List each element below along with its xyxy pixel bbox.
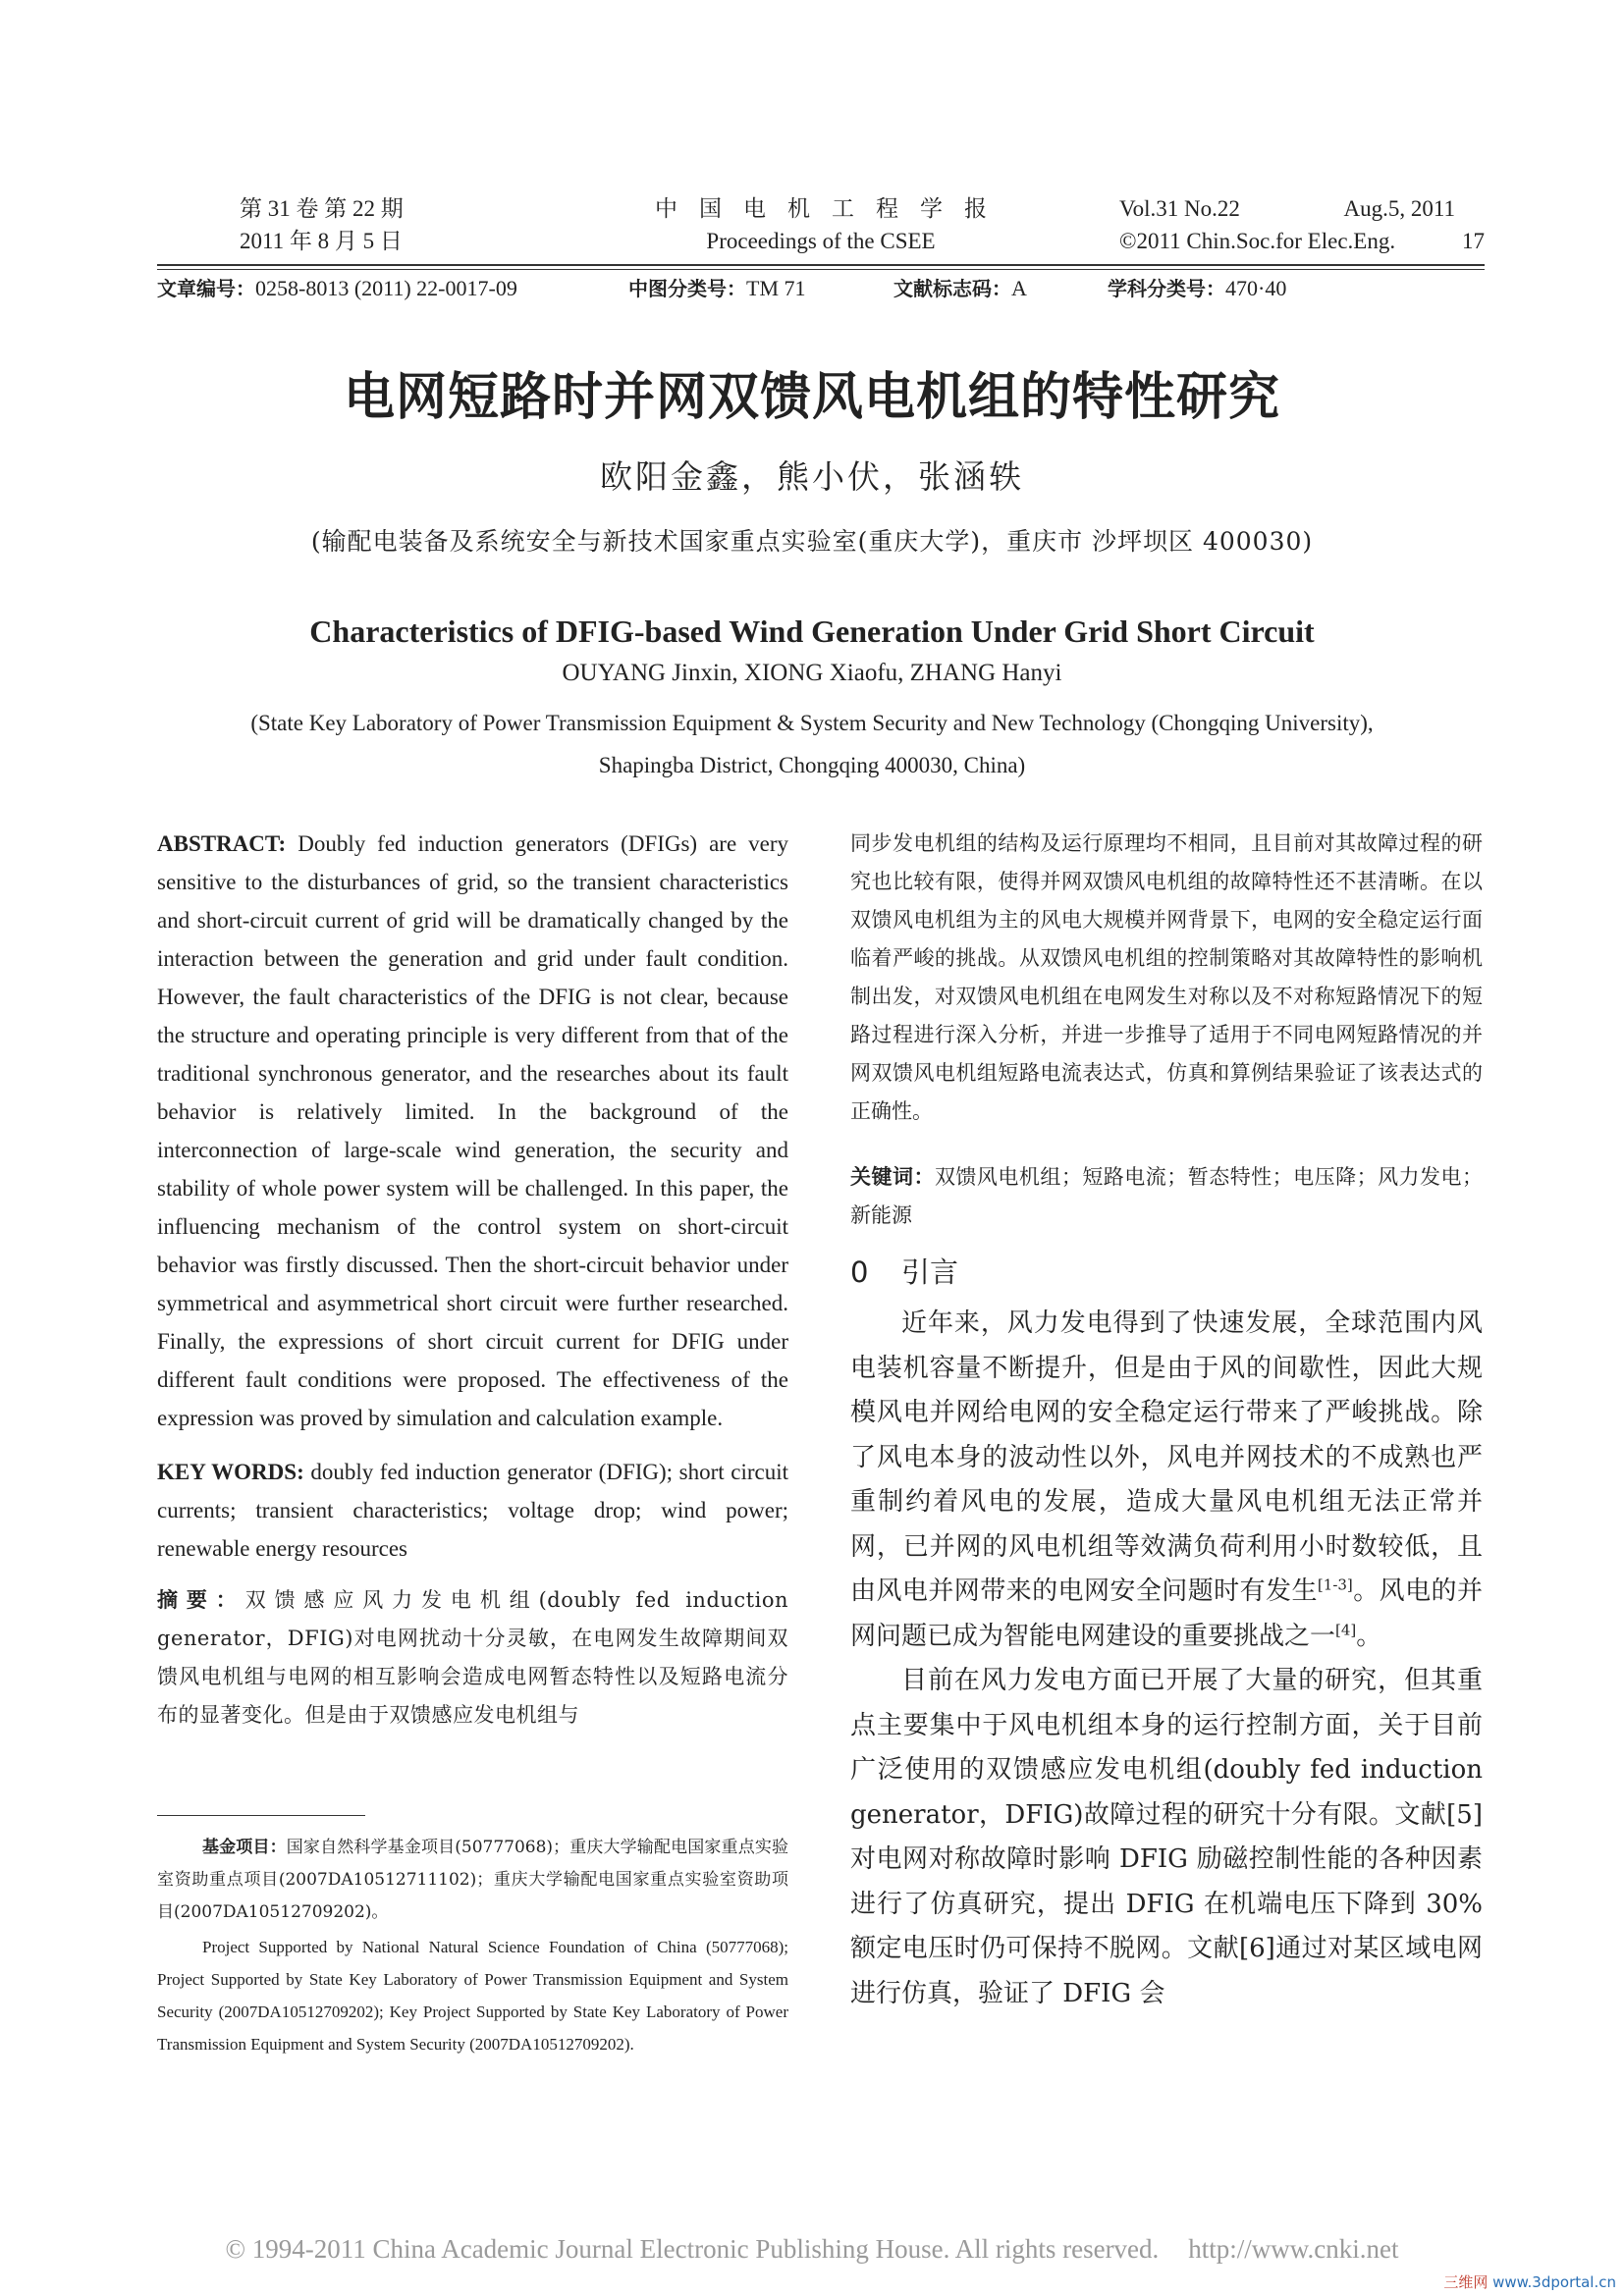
right-column	[850, 825, 1483, 2016]
clc-label: 中图分类号：	[628, 277, 746, 300]
intro-p1-mid: 。风电的并网问题已成为智能电网建设的重要挑战之一	[850, 1576, 1483, 1651]
abstract-en-text: Doubly fed induction generators (DFIGs) are very sensitive to the disturbances of grid, so the transient characteristics and short-circuit current of grid will be dramatically changed by the interaction between the generation and grid under fault condition. However, the fault characteristics of the DFIG is not clear, because the structure and operating principle is very different from that of the traditional synchronous generator, and the researches about its fault behavior is relatively limited. In the background of the interconnection of large-scale wind generation, the security and stability of whole power system will be challenged. In this paper, the influencing mechanism of the control system on short-circuit behavior was firstly discussed. Then the short-circuit behavior under symmetrical and asymmetrical short circuit were further researched. Finally, the expressions of short circuit current for DFIG under different fault conditions were proposed. The effectiveness of the expression was proved by simulation and calculation example.	[157, 831, 788, 1430]
doc-code-label: 文献标志码：	[893, 277, 1011, 300]
abstract-en-label: ABSTRACT:	[157, 831, 287, 856]
volume-issue-en: Vol.31 No.22	[1119, 196, 1240, 221]
page-number: 17	[1462, 229, 1485, 253]
title-en: Characteristics of DFIG-based Wind Generation Under Grid Short Circuit	[309, 614, 1315, 649]
affiliation-en-line1: (State Key Laboratory of Power Transmission Equipment & System Security and New Technology (Chongqing University),	[250, 711, 1374, 735]
intro-paragraph-2: 目前在风力发电方面已开展了大量的研究，但其重点主要集中于风电机组本身的运行控制方面，关于目前广泛使用的双馈感应发电机组(doubly fed induction generator，DFIG)故障过程的研究十分有限。文献[5]对电网对称故障时影响 DFIG 励磁控制性能的各种因素进行了仿真研究，提出 DFIG 在机端电压下降到 30%额定电压时仍可保持不脱网。文献[6]通过对某区域电网进行仿真，验证了 DFIG 会	[850, 1666, 1483, 2008]
abstract-en	[157, 825, 788, 1437]
volume-issue-cn: 第 31 卷 第 22 期	[240, 196, 404, 221]
watermark-url: www.3dportal.cn	[1492, 2273, 1616, 2291]
date-cn: 2011 年 8 月 5 日	[240, 229, 403, 253]
keywords-en-label: KEY WORDS:	[157, 1460, 304, 1484]
watermark	[1443, 2271, 1616, 2292]
keywords-cn	[850, 1158, 1483, 1235]
section-title: 引言	[901, 1255, 959, 1289]
clc-number: TM 71	[746, 276, 806, 300]
journal-name-en: Proceedings of the CSEE	[706, 229, 936, 253]
journal-header	[157, 192, 1485, 263]
journal-name-cn: 中国电机工程学报	[655, 196, 1008, 221]
abstract-cn-text-right: 同步发电机组的结构及运行原理均不相同，且目前对其故障过程的研究也比较有限，使得并网双馈风电机组的故障特性还不甚清晰。在以双馈风电机组为主的风电大规模并网背景下，电网的安全稳定运行面临着严峻的挑战。从双馈风电机组的控制策略对其故障特性的影响机制出发，对双馈风电机组在电网发生对称以及不对称短路情况下的短路过程进行深入分析，并进一步推导了适用于不同电网短路情况的并网双馈风电机组短路电流表达式，仿真和算例结果验证了该表达式的正确性。	[850, 831, 1483, 1123]
affiliation-cn: (输配电装备及系统安全与新技术国家重点实验室(重庆大学)，重庆市 沙坪坝区 400030)	[310, 527, 1314, 556]
affiliation-en-line2: Shapingba District, Chongqing 400030, China)	[598, 753, 1026, 777]
title-cn: 电网短路时并网双馈风电机组的特性研究	[343, 368, 1280, 427]
header-right	[1119, 192, 1485, 257]
citation-4: [4]	[1335, 1620, 1357, 1638]
funding-cn-label: 基金项目：	[202, 1838, 287, 1857]
keywords-cn-label: 关键词：	[850, 1165, 935, 1189]
keywords-en	[157, 1453, 788, 1568]
article-no-label: 文章编号：	[157, 277, 255, 300]
citation-1-3: [1-3]	[1317, 1575, 1353, 1594]
subject-label: 学科分类号：	[1108, 277, 1225, 300]
authors-cn: 欧阳金鑫，熊小伏，张涵轶	[600, 457, 1024, 496]
copyright-society: ©2011 Chin.Soc.for Elec.Eng.	[1119, 229, 1396, 253]
funding-footnote	[157, 1832, 788, 2060]
abstract-cn	[157, 1581, 788, 1735]
funding-cn-text: 国家自然科学基金项目(50777068)；重庆大学输配电国家重点实验室资助重点项目(2007DA10512711102)；重庆大学输配电国家重点实验室资助项目(2007DA10512709202)。	[157, 1838, 789, 1922]
keywords-cn-text: 双馈风电机组；短路电流；暂态特性；电压降；风力发电；新能源	[850, 1165, 1484, 1227]
footnote-rule	[157, 1815, 365, 1816]
keywords-en-text: doubly fed induction generator (DFIG); short circuit currents; transient characteristics; voltage drop; wind power; renewable energy resources	[157, 1460, 788, 1561]
abstract-cn-text-left: 双馈感应风力发电机组(doubly fed induction generator，DFIG)对电网扰动十分灵敏，在电网发生故障期间双馈风电机组与电网的相互影响会造成电网暂态特性以及短路电流分布的显著变化。但是由于双馈感应发电机组与	[157, 1588, 789, 1727]
abstract-cn-label: 摘要：	[157, 1588, 245, 1612]
article-no: 0258-8013 (2011) 22-0017-09	[255, 276, 517, 300]
footer-url: http://www.cnki.net	[1188, 2234, 1399, 2264]
page-footer	[0, 2234, 1624, 2265]
header-rule-thin	[157, 269, 1485, 270]
authors-en: OUYANG Jinxin, XIONG Xiaofu, ZHANG Hanyi	[562, 660, 1062, 686]
funding-cn	[157, 1832, 788, 1929]
intro-paragraph-1	[850, 1302, 1483, 1659]
doc-code: A	[1011, 276, 1027, 300]
intro-p1-end: 。	[1356, 1621, 1382, 1651]
section-heading	[850, 1249, 1483, 1296]
subject-code: 470·40	[1225, 276, 1287, 300]
header-rule	[157, 264, 1485, 266]
funding-en: Project Supported by National Natural Science Foundation of China (50777068); Project Supported by State Key Laboratory of Power Transmission Equipment and System Security (2007DA10512709202); Key Project Supported by State Key Laboratory of Power Transmission Equipment and System Security (2007DA10512709202).	[157, 1938, 788, 2054]
intro-p1-text: 近年来，风力发电得到了快速发展，全球范围内风电装机容量不断提升，但是由于风的间歇性，因此大规模风电并网给电网的安全稳定运行带来了严峻挑战。除了风电本身的波动性以外，风电并网技术的不成熟也严重制约着风电的发展，造成大量风电机组无法正常并网，已并网的风电机组等效满负荷利用小时数较低，且由风电并网带来的电网安全问题时有发生	[850, 1308, 1483, 1606]
watermark-cn: 三维网	[1443, 2273, 1489, 2291]
section-number: 0	[850, 1255, 869, 1289]
left-column	[157, 825, 788, 1735]
date-en: Aug.5, 2011	[1343, 196, 1455, 221]
affiliation-en	[0, 702, 1624, 786]
footer-copyright: © 1994-2011 China Academic Journal Electronic Publishing House. All rights reserved.	[225, 2234, 1160, 2264]
